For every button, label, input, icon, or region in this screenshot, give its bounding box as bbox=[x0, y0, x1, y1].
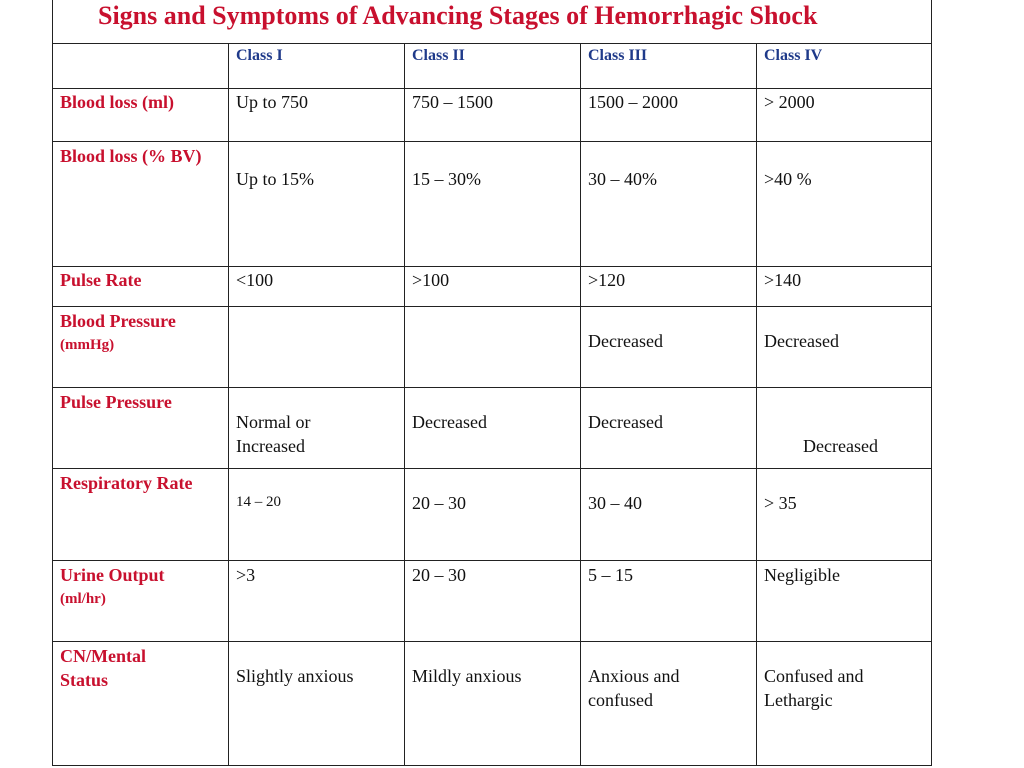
table-cell: 1500 – 2000 bbox=[588, 92, 678, 112]
table-cell: 20 – 30 bbox=[412, 565, 466, 585]
table-cell: Anxious and confused bbox=[588, 666, 680, 710]
row-divider bbox=[52, 387, 932, 388]
table-cell: <100 bbox=[236, 270, 274, 290]
table-cell: Mildly anxious bbox=[412, 666, 522, 686]
table-cell: >100 bbox=[412, 270, 450, 290]
column-divider bbox=[228, 44, 229, 766]
column-header-class-2: Class II bbox=[412, 47, 465, 64]
row-label-unit: (ml/hr) bbox=[60, 591, 106, 607]
row-label-text: Blood Pressure bbox=[60, 311, 176, 331]
table-cell: Decreased bbox=[588, 412, 663, 432]
column-header-class-1: Class I bbox=[236, 47, 283, 64]
row-label-urine-output bbox=[60, 563, 165, 611]
row-label-pulse-pressure: Pulse Pressure bbox=[60, 392, 172, 412]
table-cell: Decreased bbox=[588, 331, 663, 351]
table-cell: Decreased bbox=[412, 412, 487, 432]
table-cell: Confused and Lethargic bbox=[764, 666, 864, 710]
table-cell: >140 bbox=[764, 270, 802, 290]
table-cell: 15 – 30% bbox=[412, 169, 481, 189]
table-title-bar bbox=[52, 0, 932, 44]
table-cell: > 35 bbox=[764, 493, 797, 513]
table-cell: Decreased bbox=[803, 436, 878, 456]
table-cell: >40 % bbox=[764, 169, 812, 189]
row-label-blood-loss-ml: Blood loss (ml) bbox=[60, 92, 175, 112]
row-divider bbox=[52, 468, 932, 469]
column-divider bbox=[404, 44, 405, 766]
page-title: Signs and Symptoms of Advancing Stages of Hemorrhagic Shock bbox=[98, 1, 818, 30]
table-cell: Normal or Increased bbox=[236, 412, 311, 456]
row-label-unit: (mmHg) bbox=[60, 337, 115, 353]
row-divider bbox=[52, 88, 932, 89]
row-label-pulse-rate: Pulse Rate bbox=[60, 270, 142, 290]
row-label-text: Urine Output bbox=[60, 565, 165, 585]
table-cell: Slightly anxious bbox=[236, 666, 354, 686]
table-cell: 5 – 15 bbox=[588, 565, 633, 585]
table-cell: 14 – 20 bbox=[236, 494, 281, 510]
row-divider bbox=[52, 141, 932, 142]
table-cell: Decreased bbox=[764, 331, 839, 351]
table-cell: 30 – 40% bbox=[588, 169, 657, 189]
table-cell: >3 bbox=[236, 565, 256, 585]
row-divider bbox=[52, 266, 932, 267]
row-divider bbox=[52, 560, 932, 561]
row-label-mental-status: CN/Mental Status bbox=[60, 646, 146, 690]
table-cell: 750 – 1500 bbox=[412, 92, 493, 112]
table-cell: 20 – 30 bbox=[412, 493, 466, 513]
table-cell: Up to 15% bbox=[236, 169, 314, 189]
table-cell: >120 bbox=[588, 270, 626, 290]
table-cell: Negligible bbox=[764, 565, 840, 585]
row-label-blood-pressure bbox=[60, 309, 176, 357]
row-divider bbox=[52, 306, 932, 307]
column-header-class-4: Class IV bbox=[764, 47, 823, 64]
table-cell: Up to 750 bbox=[236, 92, 308, 112]
column-divider bbox=[756, 44, 757, 766]
row-label-blood-loss-bv: Blood loss (% BV) bbox=[60, 146, 202, 166]
table-frame bbox=[52, 0, 932, 766]
column-divider bbox=[580, 44, 581, 766]
row-divider bbox=[52, 641, 932, 642]
table-cell: 30 – 40 bbox=[588, 493, 642, 513]
table-cell: > 2000 bbox=[764, 92, 815, 112]
row-label-respiratory-rate: Respiratory Rate bbox=[60, 473, 193, 493]
column-header-class-3: Class III bbox=[588, 47, 648, 64]
